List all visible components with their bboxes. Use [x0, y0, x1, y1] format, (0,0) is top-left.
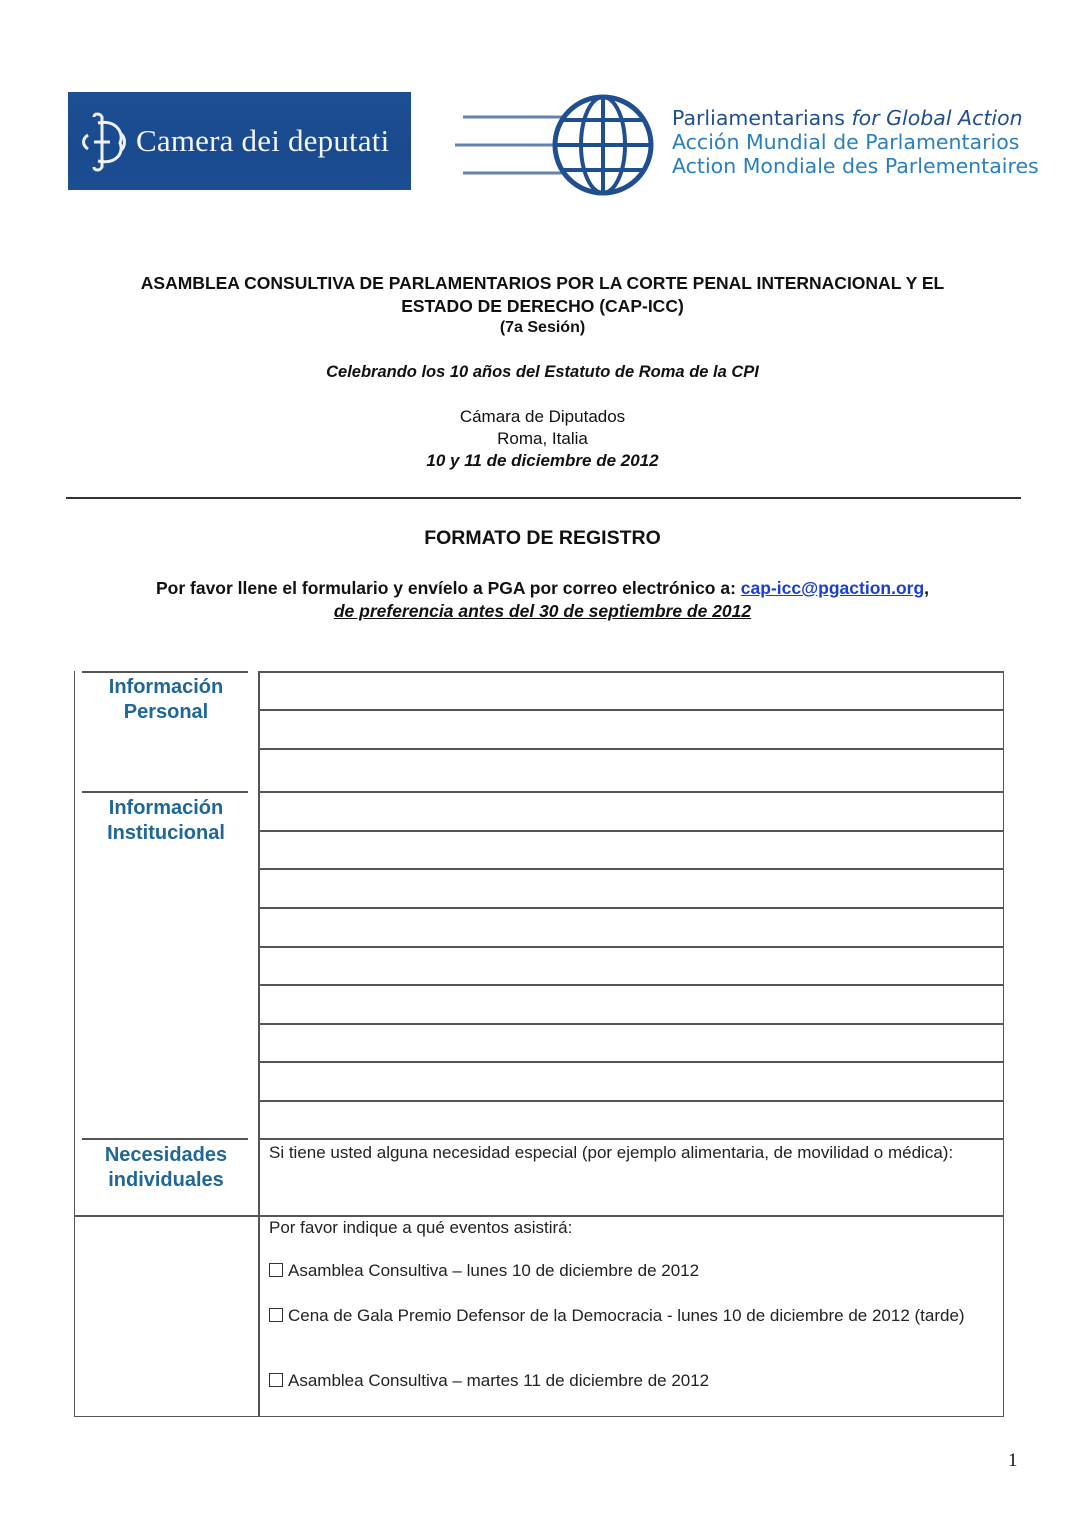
institutional-field-6[interactable]: [260, 985, 1003, 1023]
email-link[interactable]: cap-icc@pgaction.org: [740, 578, 925, 598]
venue-block: Cámara de Diputados Roma, Italia 10 y 11 de diciembre de 2012: [0, 406, 1085, 472]
institutional-field-8[interactable]: [260, 1062, 1003, 1100]
camera-dei-deputati-logo: [68, 92, 411, 190]
checkbox[interactable]: [269, 1373, 283, 1387]
pga-logo-text: Parliamentarians for Global Action Acción Mundial de Parlamentarios Action Mondiale des Parlementaires: [672, 106, 1039, 178]
form-title: FORMATO DE REGISTRO: [424, 527, 661, 549]
document-title: ASAMBLEA CONSULTIVA DE PARLAMENTARIOS POR LA CORTE PENAL INTERNACIONAL Y EL ESTADO DE DERECHO (CAP-ICC): [140, 273, 945, 316]
section-separator: [82, 671, 248, 673]
divider: [66, 497, 1021, 499]
deadline: de preferencia antes del 30 de septiembre de 2012: [333, 601, 752, 621]
institutional-field-7[interactable]: [260, 1024, 1003, 1061]
pga-globe-icon: [455, 92, 655, 198]
institutional-field-5[interactable]: [260, 947, 1003, 984]
event-option-1[interactable]: Asamblea Consultiva – lunes 10 de diciembre de 2012: [269, 1260, 999, 1282]
institutional-field-2[interactable]: [260, 831, 1003, 868]
section-separator: [82, 791, 248, 793]
instructions: Por favor llene el formulario y envíelo a PGA por correo electrónico a: cap-icc@pgaction.org, de preferencia antes del 30 de septiembre de 2012: [0, 577, 1085, 623]
checkbox[interactable]: [269, 1308, 283, 1322]
institutional-field-1[interactable]: [260, 792, 1003, 830]
section-label-institutional: Información Institucional: [107, 797, 225, 844]
camera-emblem-icon: [80, 109, 128, 173]
page-number: 1: [1008, 1450, 1018, 1471]
session-label: (7a Sesión): [499, 319, 586, 336]
institutional-field-3[interactable]: [260, 869, 1003, 907]
section-label-personal: Información Personal: [108, 676, 224, 723]
checkbox[interactable]: [269, 1263, 283, 1277]
event-option-3[interactable]: Asamblea Consultiva – martes 11 de diciembre de 2012: [269, 1370, 999, 1392]
personal-field-2[interactable]: [260, 710, 1003, 748]
event-dates: 10 y 11 de diciembre de 2012: [426, 451, 659, 470]
row-line: [258, 1138, 1004, 1140]
special-needs-field[interactable]: Si tiene usted alguna necesidad especial (por ejemplo alimentaria, de movilidad o médica):: [269, 1143, 954, 1162]
events-prompt: Por favor indique a qué eventos asistirá:: [269, 1218, 573, 1237]
personal-field-3[interactable]: [260, 749, 1003, 791]
section-separator: [82, 1138, 248, 1140]
event-option-2[interactable]: Cena de Gala Premio Defensor de la Democracia - lunes 10 de diciembre de 2012 (tarde): [269, 1305, 999, 1327]
document-subtitle: Celebrando los 10 años del Estatuto de Roma de la CPI: [326, 363, 759, 381]
section-label-needs: Necesidades individuales: [104, 1144, 228, 1191]
institutional-field-9[interactable]: [260, 1101, 1003, 1138]
institutional-field-4[interactable]: [260, 908, 1003, 946]
camera-logo-text: Camera dei deputati: [136, 123, 390, 158]
personal-field-1[interactable]: [260, 672, 1003, 709]
